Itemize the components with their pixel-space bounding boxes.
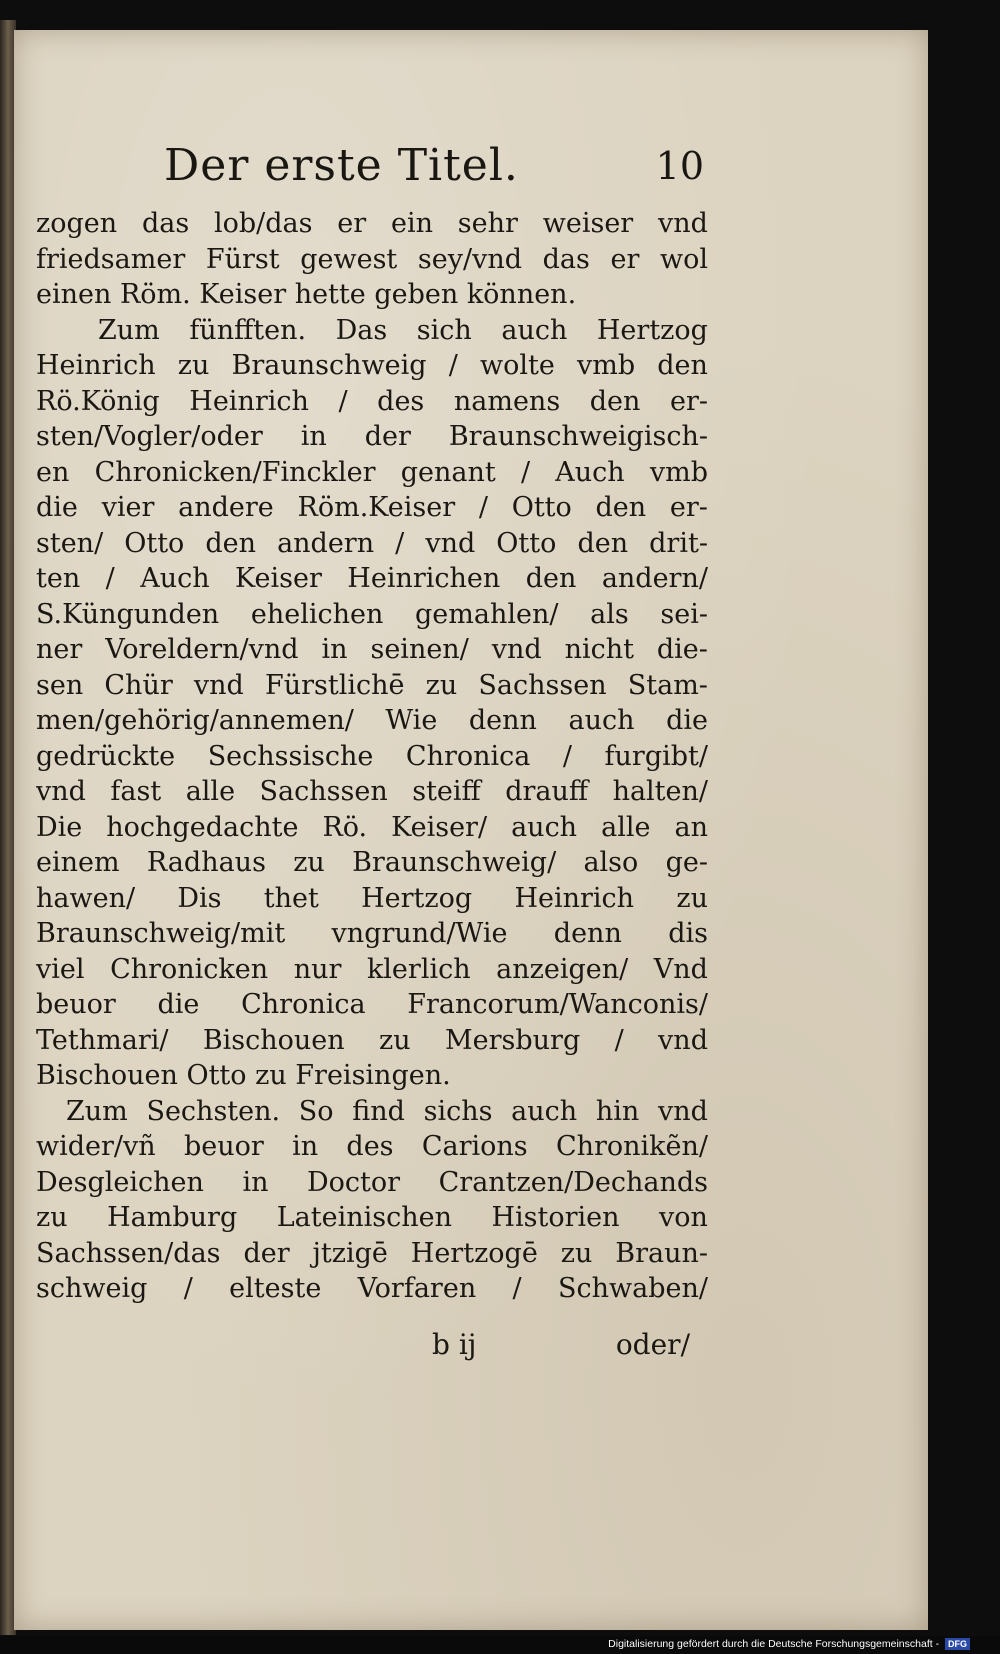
word: Hertzog	[596, 314, 708, 346]
word: als	[590, 598, 629, 630]
word: elteste	[229, 1273, 322, 1304]
word: en	[36, 456, 70, 488]
word: Heinrich	[514, 882, 635, 914]
word: Hamburg	[107, 1202, 238, 1233]
text-line	[36, 1200, 708, 1236]
word: Heinrich	[36, 350, 156, 381]
word: den	[577, 527, 629, 559]
word: alle	[601, 811, 651, 843]
word: vmb	[649, 456, 708, 488]
book-page	[14, 30, 928, 1630]
text-line	[36, 490, 708, 526]
word: gedrückte	[36, 740, 176, 772]
word: nur	[293, 953, 342, 985]
running-title: Der erste Titel.	[164, 140, 519, 191]
word: vnd	[491, 634, 542, 665]
word: ehelichen	[250, 598, 384, 630]
word: Braunschweigisch-	[448, 421, 708, 452]
word: Chronica	[241, 989, 366, 1020]
funding-credit	[608, 1638, 970, 1650]
word: furgibt/	[604, 740, 708, 772]
word: Otto	[124, 527, 185, 559]
word: Braunschweig	[231, 350, 427, 381]
text-line	[36, 952, 708, 988]
word: Hertzog	[361, 882, 473, 914]
word: sen	[36, 669, 84, 701]
word: also	[583, 847, 639, 878]
word: vngrund/Wie	[331, 918, 508, 949]
text-line	[36, 597, 708, 633]
word: Zum	[66, 1095, 128, 1127]
text-line	[36, 1023, 708, 1059]
word: Carions	[421, 1131, 528, 1162]
word: /	[448, 350, 458, 381]
word: die-	[656, 634, 708, 665]
word: ein	[390, 208, 433, 239]
word: Bischouen	[202, 1024, 345, 1056]
word: anzeigen/	[496, 953, 629, 985]
text-line	[36, 881, 708, 917]
word: /	[478, 492, 488, 523]
word: auch	[511, 1095, 578, 1127]
text-line	[36, 668, 708, 704]
word: er	[610, 243, 640, 275]
word: fünfften.	[189, 314, 307, 346]
word: die	[157, 989, 200, 1020]
word: Fürst	[205, 243, 280, 275]
word: sei-	[660, 598, 708, 630]
word: zu	[560, 1237, 593, 1269]
word: Doctor	[307, 1166, 401, 1198]
word: zu	[379, 1024, 411, 1056]
word: gewest	[300, 243, 398, 275]
word: Sachssen	[259, 776, 388, 807]
word: Braun-	[615, 1237, 708, 1269]
word: der	[243, 1237, 290, 1269]
word: jtzigē	[312, 1237, 388, 1269]
word: fast	[110, 776, 162, 807]
word: hawen/	[36, 882, 136, 914]
folio-number: 10	[655, 144, 704, 188]
word: beuor	[183, 1131, 264, 1162]
word: Zum	[98, 314, 160, 346]
word: Chronikẽn/	[555, 1131, 708, 1162]
word: in	[300, 421, 327, 452]
text-line	[36, 1129, 708, 1165]
word: /	[338, 385, 348, 417]
word: Sechssische	[207, 740, 374, 772]
text-line	[36, 916, 708, 952]
word: So	[298, 1095, 334, 1127]
word: sichs	[423, 1095, 493, 1127]
word: S.Küngunden	[36, 598, 220, 630]
word: den	[525, 563, 577, 594]
word: den	[595, 492, 647, 523]
word: Rö.König	[36, 385, 160, 417]
word: Röm.Keiser	[297, 492, 456, 523]
word: /	[614, 1024, 624, 1056]
word: den	[589, 385, 641, 417]
word: von	[659, 1202, 708, 1233]
word: Rö.	[322, 811, 368, 843]
word: Chronicken	[110, 953, 269, 985]
page-footer	[36, 1328, 708, 1368]
word: zu	[425, 669, 458, 701]
word: Radhaus	[146, 847, 266, 878]
word: auch	[511, 811, 578, 843]
word: seinen/	[370, 634, 469, 665]
word: Otto	[496, 527, 557, 559]
word: lob/das	[213, 208, 313, 239]
word: men/gehörig/annemen/	[36, 705, 354, 736]
word: Braunschweig/	[352, 847, 557, 878]
text-line	[36, 1236, 708, 1272]
word: beuor	[36, 989, 116, 1020]
text-line	[36, 526, 708, 562]
word: er-	[669, 385, 708, 417]
word: sten/	[36, 527, 104, 559]
word: weiser	[542, 208, 634, 239]
word: thet	[263, 882, 319, 914]
word: vier	[101, 492, 155, 523]
word: Braunschweig/mit	[36, 918, 286, 949]
word: in	[292, 1131, 319, 1162]
word: Sechsten.	[146, 1095, 281, 1127]
word: in	[321, 634, 348, 665]
word: denn	[468, 705, 537, 736]
catchword: oder/	[615, 1328, 690, 1361]
word: Francorum/Wanconis/	[407, 989, 708, 1020]
word: Heinrichen	[347, 563, 501, 594]
text-line	[36, 632, 708, 668]
word: ten	[36, 563, 81, 594]
word: Desgleichen	[36, 1166, 204, 1198]
word: vnd	[425, 527, 476, 559]
word: genant	[400, 456, 496, 488]
word: sich	[416, 314, 472, 346]
word: zu	[293, 847, 325, 878]
word: einem	[36, 847, 120, 878]
word: drauff	[505, 776, 589, 807]
text-line	[36, 1165, 708, 1201]
word: hochgedachte	[106, 811, 299, 843]
word: dis	[668, 918, 708, 949]
word: wol	[659, 243, 708, 275]
credit-text: Digitalisierung gefördert durch die Deutsche Forschungsgemeinschaft -	[608, 1638, 940, 1650]
text-line	[36, 774, 708, 810]
word: friedsamer	[36, 243, 186, 275]
word: Otto	[511, 492, 572, 523]
page-header	[164, 140, 704, 200]
word: namens	[453, 385, 561, 417]
word: Crantzen/Dechands	[438, 1166, 708, 1198]
word: schweig	[36, 1273, 148, 1304]
word: wolte	[479, 350, 555, 381]
word: andern	[277, 527, 375, 559]
word: /	[520, 456, 531, 488]
word: Stam-	[627, 669, 708, 701]
dfg-logo: DFG	[945, 1638, 970, 1650]
word: Fürstlichē	[264, 669, 405, 701]
word: sey/vnd	[417, 243, 523, 275]
text-line	[36, 348, 708, 384]
word: vnd	[36, 776, 86, 807]
word: find	[352, 1095, 405, 1127]
word: /	[183, 1273, 193, 1304]
word: /	[105, 563, 115, 594]
word: steiff	[412, 776, 481, 807]
text-line	[36, 987, 708, 1023]
word: Keiser	[235, 563, 322, 594]
word: alle	[185, 776, 236, 807]
word: das	[141, 208, 190, 239]
word: Dis	[177, 882, 222, 914]
word: Wie	[385, 705, 438, 736]
word: des	[377, 385, 425, 417]
text-line	[36, 703, 708, 739]
word: vnd	[658, 1024, 708, 1056]
text-line	[36, 810, 708, 846]
body-text	[36, 206, 708, 1307]
word: Vnd	[653, 953, 708, 985]
word: halten/	[612, 776, 708, 807]
text-line	[36, 561, 708, 597]
word: den	[205, 527, 257, 559]
word: Heinrich	[189, 385, 309, 417]
word: klerlich	[366, 953, 471, 985]
word: das	[542, 243, 590, 275]
text-line	[36, 845, 708, 881]
word: Lateinischen	[276, 1202, 452, 1233]
word: /	[512, 1273, 522, 1304]
word: Mersburg	[444, 1024, 581, 1056]
text-line: Bischouen Otto zu Freisingen.	[36, 1060, 451, 1091]
word: an	[674, 811, 708, 843]
word: Vorfaren	[357, 1273, 477, 1304]
text-line	[36, 1271, 708, 1307]
word: wider/vñ	[36, 1131, 156, 1162]
word: Voreldern/vnd	[105, 634, 299, 665]
word: Auch	[555, 456, 625, 488]
word: Hertzogē	[410, 1237, 538, 1269]
word: andere	[178, 492, 274, 523]
word: zogen	[36, 208, 118, 239]
word: zu	[676, 882, 708, 914]
word: er-	[669, 492, 708, 523]
word: in	[242, 1166, 269, 1198]
word: vnd	[658, 208, 708, 239]
word: Das	[335, 314, 388, 346]
word: Chür	[104, 669, 173, 701]
text-line	[36, 419, 708, 455]
word: er	[337, 208, 367, 239]
word: Sachssen	[478, 669, 607, 701]
word: vnd	[193, 669, 244, 701]
word: /	[395, 527, 405, 559]
word: den	[657, 350, 708, 381]
text-line	[36, 313, 708, 349]
word: ge-	[665, 847, 708, 878]
word: sehr	[457, 208, 518, 239]
word: vnd	[657, 1095, 708, 1127]
word: Sachssen/das	[36, 1237, 221, 1269]
signature-mark: b ij	[432, 1328, 477, 1361]
word: Auch	[140, 563, 210, 594]
word: des	[346, 1131, 394, 1162]
word: Keiser/	[391, 811, 488, 843]
word: Tethmari/	[36, 1024, 169, 1056]
word: auch	[501, 314, 568, 346]
word: sten/Vogler/oder	[36, 421, 263, 452]
word: Chronica	[405, 740, 531, 772]
word: auch	[568, 705, 635, 736]
word: hin	[595, 1095, 640, 1127]
word: Historien	[491, 1202, 620, 1233]
word: zu	[177, 350, 210, 381]
word: gemahlen/	[415, 598, 559, 630]
text-line	[36, 206, 708, 242]
word: nicht	[564, 634, 634, 665]
word: andern/	[601, 563, 708, 594]
word: zu	[36, 1202, 68, 1233]
word: die	[666, 705, 708, 736]
text-line	[36, 242, 708, 278]
text-line	[36, 1094, 708, 1130]
text-line	[36, 384, 708, 420]
text-line	[36, 739, 708, 775]
word: Schwaben/	[558, 1273, 708, 1304]
word: drit-	[649, 527, 708, 559]
word: die	[36, 492, 78, 523]
word: Chronicken/Finckler	[94, 456, 376, 488]
word: ner	[36, 634, 83, 665]
text-line	[36, 455, 708, 491]
word: Die	[36, 811, 83, 843]
word: denn	[553, 918, 622, 949]
word: /	[562, 740, 572, 772]
word: viel	[36, 953, 85, 985]
word: der	[364, 421, 411, 452]
text-line: einen Röm. Keiser hette geben können.	[36, 279, 577, 310]
word: vmb	[576, 350, 636, 381]
